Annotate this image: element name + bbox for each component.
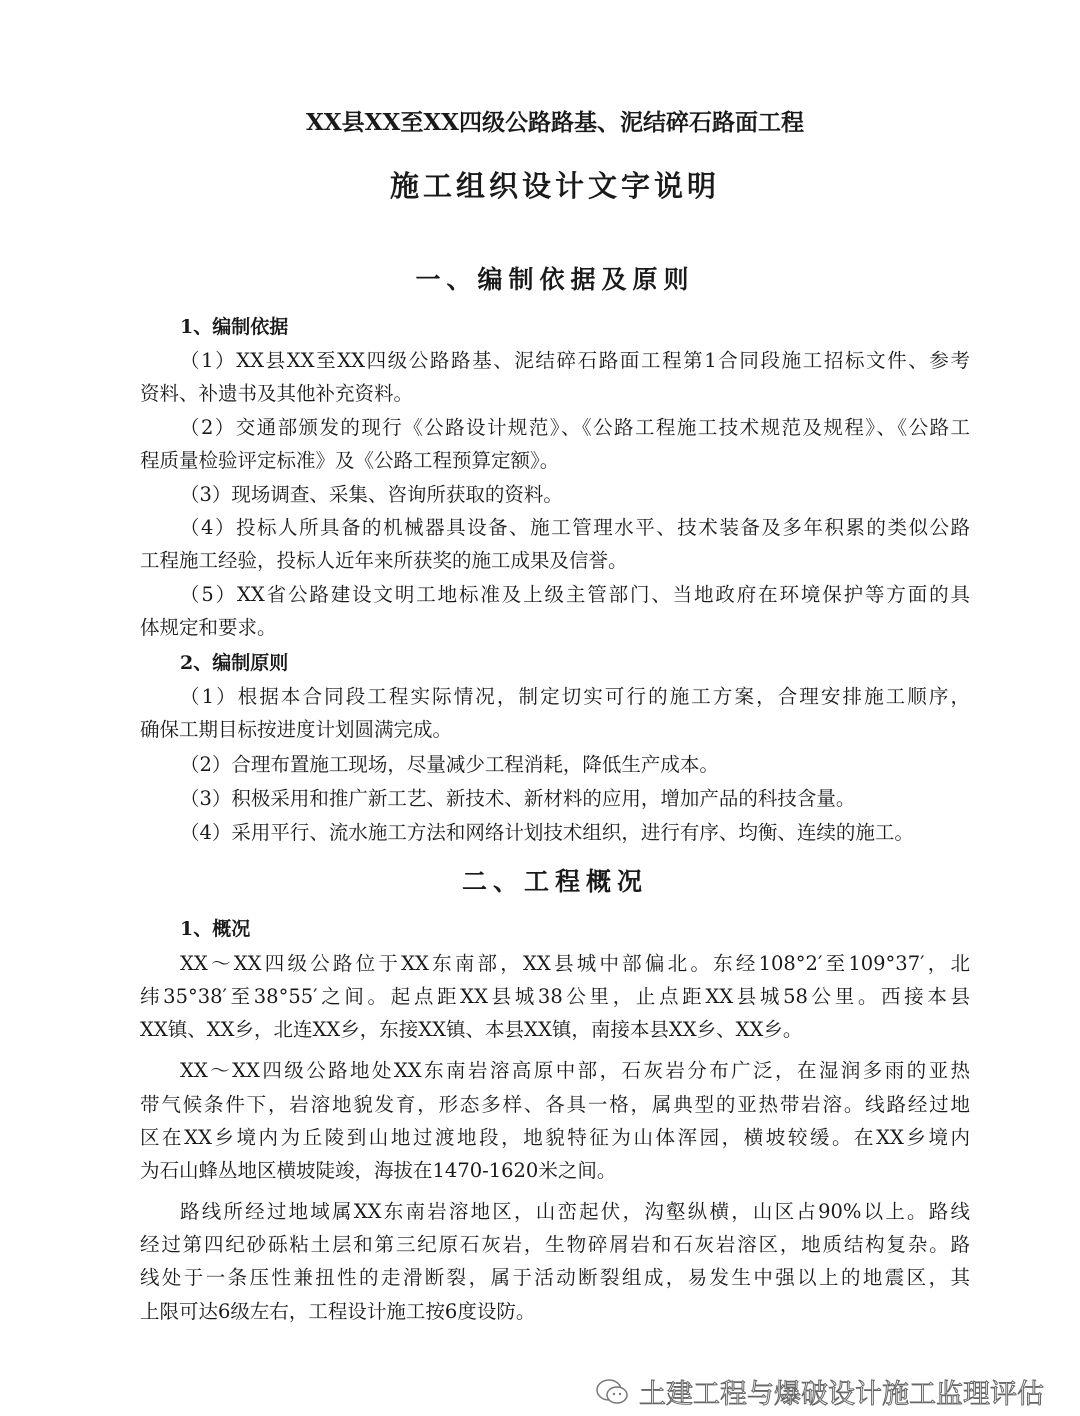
paragraph-line: 资料、补遗书及其他补充资料。 [140, 382, 414, 405]
subsection-heading: 1、编制依据 [180, 316, 289, 338]
paragraph-line: 带气候条件下，岩溶地貌发育，形态多样、各具一格，属典型的亚热带岩溶。线路经过地 [140, 1093, 970, 1116]
paragraph-line: 为石山蜂丛地区横坡陡竣，海拔在1470-1620米之间。 [140, 1159, 617, 1182]
paragraph-line: 体规定和要求。 [140, 616, 277, 639]
paragraph-line: （1）XX县XX至XX四级公路路基、泥结碎石路面工程第1合同段施工招标文件、参考 [180, 349, 970, 372]
paragraph-line: 上限可达6级左右，工程设计施工按6度设防。 [140, 1300, 536, 1323]
paragraph-line: XX～XX四级公路位于XX东南部，XX县城中部偏北。东经108°2′至109°37′，北 [180, 952, 970, 975]
section-heading: 一、编制依据及原则 [415, 265, 695, 294]
paragraph-line: （2）合理布置施工现场，尽量减少工程消耗，降低生产成本。 [180, 753, 719, 776]
paragraph-line: XX镇、XX乡，北连XX乡，东接XX镇、本县XX镇，南接本县XX乡、XX乡。 [140, 1018, 803, 1041]
paragraph-line: 确保工期目标按进度计划圆满完成。 [140, 718, 453, 741]
subsection-heading: 2、编制原则 [180, 652, 289, 674]
paragraph-line: （5）XX省公路建设文明工地标准及上级主管部门、当地政府在环境保护等方面的具 [180, 583, 970, 606]
paragraph-line: 路线所经过地域属XX东南岩溶地区，山峦起伏，沟壑纵横，山区占90%以上。路线 [180, 1200, 970, 1223]
watermark [595, 1372, 1044, 1411]
section-heading: 二、工程概况 [461, 867, 648, 896]
paragraph-line: （2）交通部颁发的现行《公路设计规范》、《公路工程施工技术规范及规程》、《公路工 [180, 416, 970, 439]
paragraph-line: （1）根据本合同段工程实际情况，制定切实可行的施工方案，合理安排施工顺序， [180, 685, 970, 708]
paragraph-line: 纬35°38′至38°55′之间。起点距XX县城38公里，止点距XX县城58公里。西接本县 [140, 985, 970, 1008]
subsection-heading: 1、概况 [180, 918, 251, 940]
paragraph-line: 工程施工经验，投标人近年来所获奖的施工成果及信誉。 [140, 549, 628, 572]
paragraph-line: （3）现场调查、采集、咨询所获取的资料。 [180, 483, 563, 506]
document-subtitle: 施工组织设计文字说明 [389, 169, 720, 203]
paragraph-line: （4）采用平行、流水施工方法和网络计划技术组织，进行有序、均衡、连续的施工。 [180, 821, 914, 844]
paragraph-line: 区在XX乡境内为丘陵到山地过渡地段，地貌特征为山体浑园，横坡较缓。在XX乡境内 [140, 1126, 970, 1149]
paragraph-line: （3）积极采用和推广新工艺、新技术、新材料的应用，增加产品的科技含量。 [180, 787, 856, 810]
paragraph-line: 经过第四纪砂砾粘土层和第三纪原石灰岩，生物碎屑岩和石灰岩溶区，地质结构复杂。路 [140, 1233, 970, 1256]
paragraph-line: （4）投标人所具备的机械器具设备、施工管理水平、技术装备及多年积累的类似公路 [180, 516, 970, 539]
paragraph-line: 程质量检验评定标准》及《公路工程预算定额》。 [140, 449, 560, 472]
paragraph-line: 线处于一条压性兼扭性的走滑断裂，属于活动断裂组成，易发生中强以上的地震区，其 [140, 1266, 970, 1289]
watermark-text: 土建工程与爆破设计施工监理评估 [639, 1379, 1044, 1410]
document-title: XX县XX至XX四级公路路基、泥结碎石路面工程 [305, 109, 805, 136]
wechat-icon [595, 1377, 631, 1407]
paragraph-line: XX～XX四级公路地处XX东南岩溶高原中部，石灰岩分布广泛，在湿润多雨的亚热 [180, 1059, 970, 1082]
